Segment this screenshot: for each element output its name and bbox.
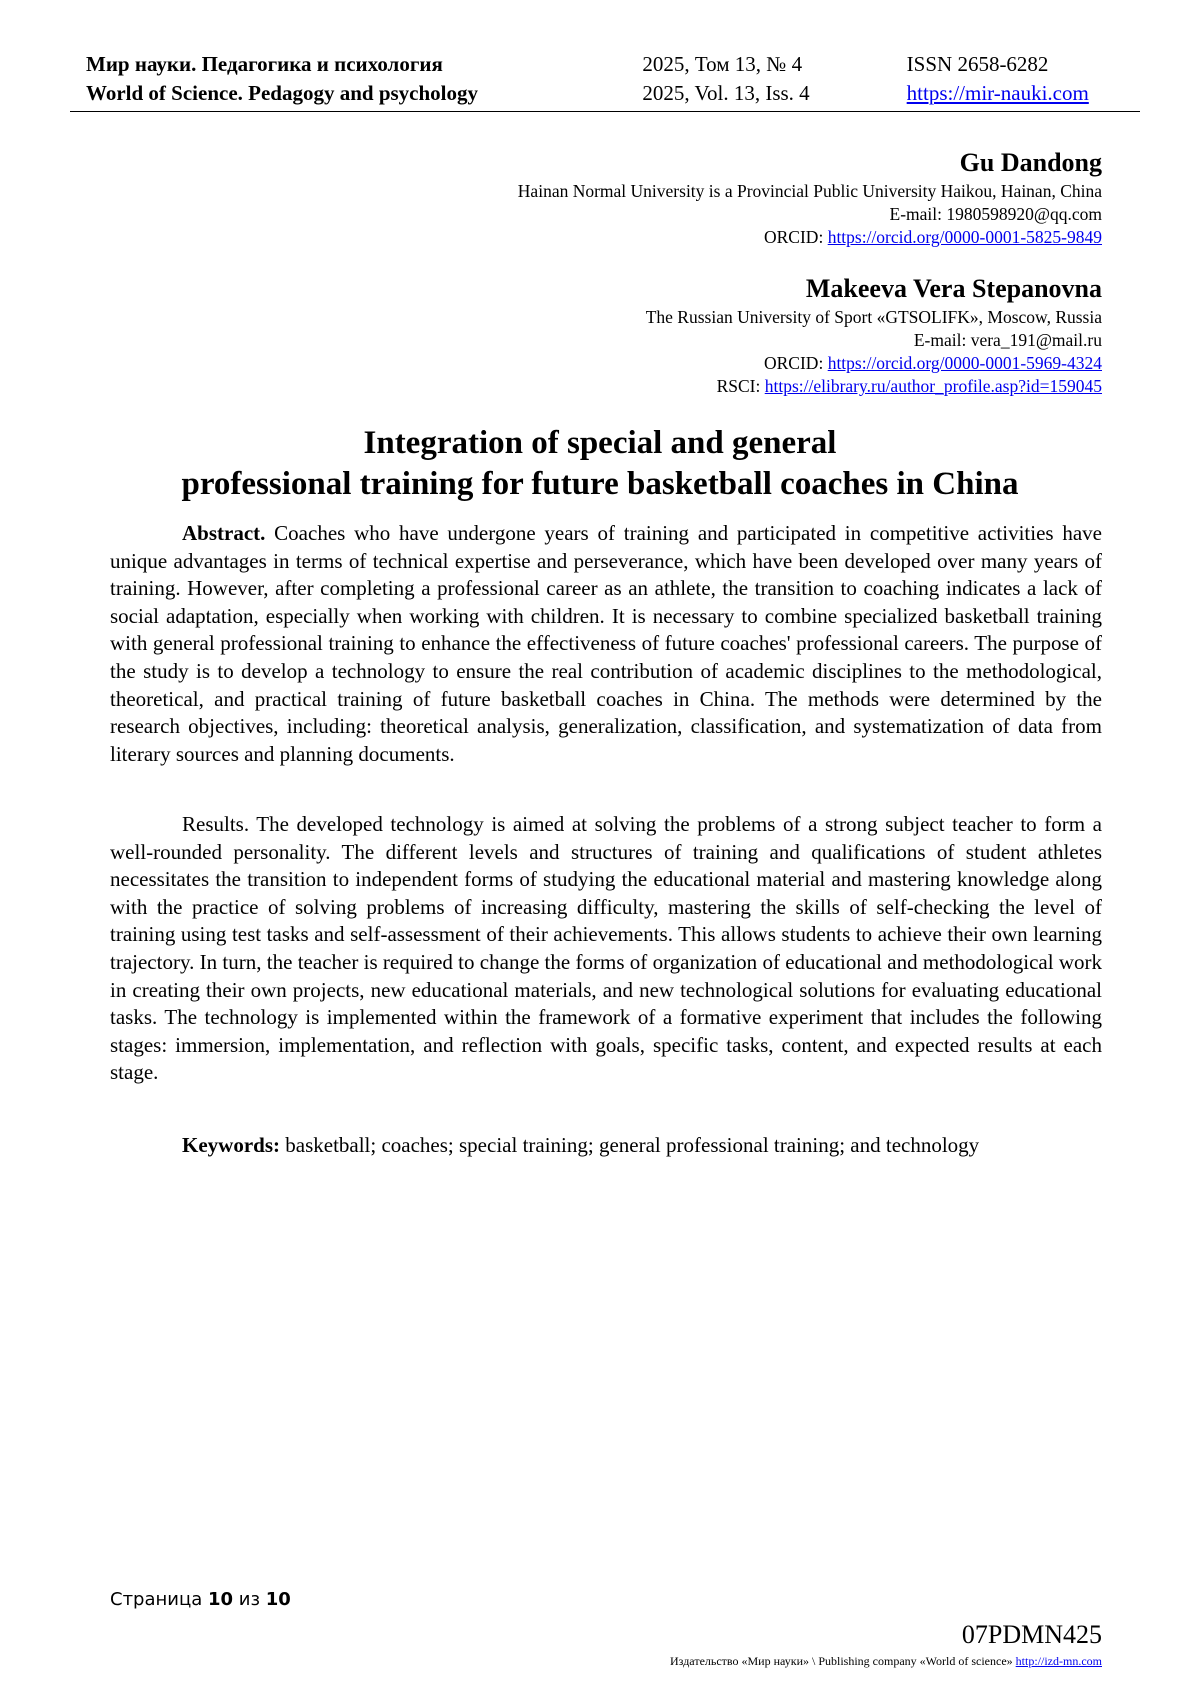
header-row-ru <box>86 50 1146 79</box>
article-title <box>70 423 1130 505</box>
header-row-en <box>86 79 1146 108</box>
orcid-link[interactable]: https://orcid.org/0000-0001-5969-4324 <box>827 353 1102 373</box>
page-total: 10 <box>265 1589 291 1610</box>
author-block-1 <box>518 146 1102 249</box>
keywords-paragraph <box>110 1132 1102 1160</box>
results-paragraph: Results. The developed technology is aimed at solving the problems of a strong subject teacher to form a well-rounded personality. The different levels and structures of training and qualifications of student athletes necessitates the transition to independent forms of studying the educational material and mastering knowledge along with the practice of solving problems of increasing difficulty, mastering the skills of self-checking the level of training using test tasks and self-assessment of their achievements. This allows students to achieve their own learning trajectory. In turn, the teacher is required to change the forms of organization of educational and methodological work in creating their own projects, new educational materials, and new technological solutions for evaluating educational tasks. The technology is implemented within the framework of a formative experiment that includes the following stages: immersion, implementation, and reflection with goals, specific tasks, content, and expected results at each stage. <box>110 812 1102 1085</box>
page-current: 10 <box>207 1589 234 1610</box>
journal-website-link[interactable]: https://mir-nauki.com <box>906 81 1089 105</box>
orcid-link[interactable]: https://orcid.org/0000-0001-5825-9849 <box>827 227 1102 247</box>
page-prefix: Страница <box>110 1589 208 1610</box>
orcid-label: ORCID: <box>764 227 828 247</box>
author-name: Makeeva Vera Stepanovna <box>805 274 1102 303</box>
publisher-text: Издательство «Мир науки» \ Publishing company «World of science» <box>670 1654 1016 1668</box>
issue-info-ru: 2025, Том 13, № 4 <box>642 52 803 76</box>
issue-info-en: 2025, Vol. 13, Iss. 4 <box>642 81 810 105</box>
journal-header <box>86 50 1146 108</box>
author-block-2 <box>646 272 1102 398</box>
author-orcid <box>646 352 1102 375</box>
author-affiliation: The Russian University of Sport «GTSOLIFK», Moscow, Russia <box>645 307 1102 327</box>
orcid-label: ORCID: <box>764 353 828 373</box>
page-counter <box>110 1588 291 1612</box>
author-email: E-mail: vera_191@mail.ru <box>913 330 1102 350</box>
abstract-label: Abstract. <box>182 521 266 545</box>
rsci-link[interactable]: https://elibrary.ru/author_profile.asp?id=159045 <box>764 376 1102 396</box>
journal-name-ru: Мир науки. Педагогика и психология <box>86 52 443 76</box>
keywords-text: basketball; coaches; special training; general professional training; and technology <box>280 1133 980 1157</box>
abstract-text: Coaches who have undergone years of training and participated in competitive activities have unique advantages in terms of technical expertise and perseverance, which have been developed over many years of training. However, after completing a professional career as an athlete, the transition to coaching indicates a lack of social adaptation, especially when working with children. It is necessary to combine specialized basketball training with general professional training to enhance the effectiveness of future coaches' professional careers. The purpose of the study is to develop a technology to ensure the real contribution of academic disciplines to the methodological, theoretical, and practical training of future basketball coaches in China. The methods were determined by the research objectives, including: theoretical analysis, generalization, classification, and systematization of data from literary sources and planning documents. <box>110 521 1102 766</box>
publisher-link[interactable]: http://izd-mn.com <box>1015 1654 1102 1668</box>
header-divider <box>70 111 1140 112</box>
author-name: Gu Dandong <box>959 148 1102 177</box>
abstract-paragraph <box>110 520 1102 768</box>
author-orcid <box>518 226 1102 249</box>
title-line-1: Integration of special and general <box>363 425 837 461</box>
issn: ISSN 2658-6282 <box>906 52 1049 76</box>
journal-name-en: World of Science. Pedagogy and psychology <box>86 81 479 105</box>
author-rsci <box>646 375 1102 398</box>
keywords-label: Keywords: <box>182 1133 280 1157</box>
title-line-2: professional training for future basketball coaches in China <box>181 466 1019 502</box>
rsci-label: RSCI: <box>716 376 765 396</box>
author-affiliation: Hainan Normal University is a Provincial Public University Haikou, Hainan, China <box>517 181 1102 201</box>
article-code: 07PDMN425 <box>961 1620 1102 1649</box>
author-email: E-mail: 1980598920@qq.com <box>889 204 1102 224</box>
page-middle: из <box>233 1589 266 1610</box>
publisher-line <box>670 1653 1102 1669</box>
